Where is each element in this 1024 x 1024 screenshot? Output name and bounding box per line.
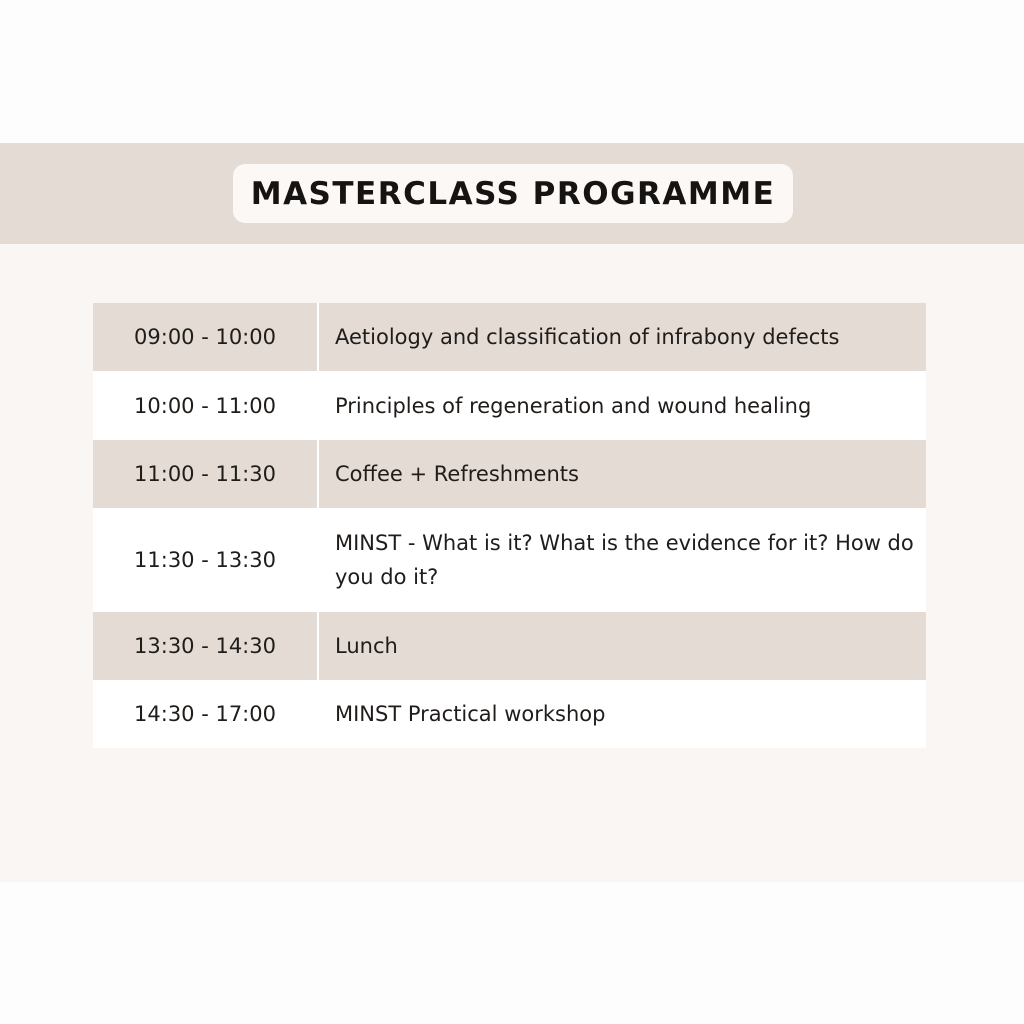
page-title: MASTERCLASS PROGRAMME xyxy=(250,175,776,212)
schedule-topic: Lunch xyxy=(335,634,398,658)
schedule-row xyxy=(93,612,926,680)
title-pill xyxy=(233,164,793,223)
schedule-time: 11:30 - 13:30 xyxy=(134,548,276,572)
schedule-time: 14:30 - 17:00 xyxy=(134,702,276,726)
schedule-row xyxy=(93,303,926,371)
title-band xyxy=(0,143,1024,244)
schedule-topic: MINST - What is it? What is the evidence for it? How do you do it? xyxy=(335,531,914,589)
schedule-topic: Coffee + Refreshments xyxy=(335,462,579,486)
schedule-time: 10:00 - 11:00 xyxy=(134,393,276,418)
schedule-topic: Principles of regeneration and wound healing xyxy=(335,393,812,418)
schedule-row xyxy=(93,680,926,748)
schedule-row xyxy=(93,440,926,508)
schedule-time: 11:00 - 11:30 xyxy=(134,462,276,486)
schedule-topic: Aetiology and classification of infrabony defects xyxy=(335,325,840,349)
schedule-row xyxy=(93,508,926,612)
schedule-time: 09:00 - 10:00 xyxy=(134,325,276,349)
programme-card xyxy=(0,143,1024,882)
schedule-time: 13:30 - 14:30 xyxy=(134,634,276,658)
schedule-topic: MINST Practical workshop xyxy=(335,702,606,726)
schedule-table xyxy=(93,303,926,748)
schedule-row xyxy=(93,371,926,440)
